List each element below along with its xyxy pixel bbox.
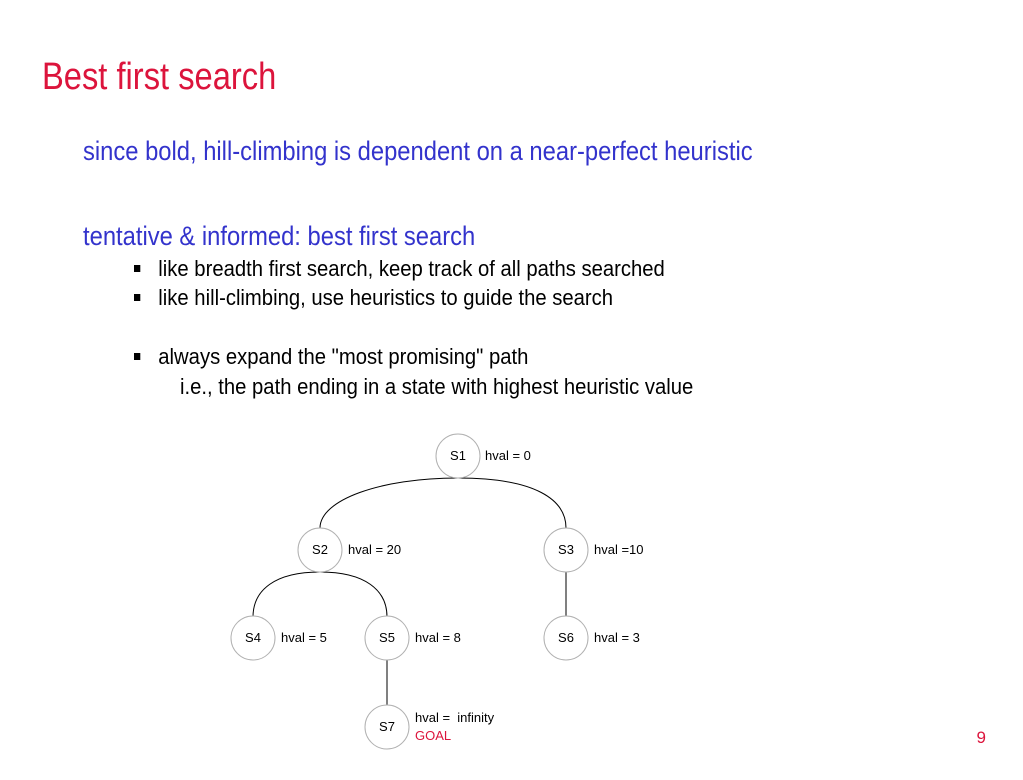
hval-s1: hval = 0 <box>485 448 531 463</box>
node-label-s4: S4 <box>245 630 261 645</box>
hval-s5: hval = 8 <box>415 630 461 645</box>
tree-node-s4 <box>231 616 327 660</box>
node-label-s2: S2 <box>312 542 328 557</box>
hval-s6: hval = 3 <box>594 630 640 645</box>
point-best-first: tentative & informed: best first search <box>83 221 476 251</box>
node-label-s3: S3 <box>558 542 574 557</box>
hval-s2: hval = 20 <box>348 542 402 557</box>
node-label-s7: S7 <box>379 719 395 734</box>
tree-node-s3 <box>544 528 644 572</box>
hval-s3: hval =10 <box>594 542 644 557</box>
bullet-text-3: always expand the "most promising" path <box>158 344 529 369</box>
hval-s4: hval = 5 <box>281 630 327 645</box>
tree-node-s1 <box>436 434 531 478</box>
tree-node-s2 <box>298 528 401 572</box>
slide-title: Best first search <box>42 56 277 98</box>
page-number: 9 <box>976 728 986 747</box>
node-label-s6: S6 <box>558 630 574 645</box>
sub-note: i.e., the path ending in a state with highest heuristic value <box>180 374 694 399</box>
node-label-s5: S5 <box>379 630 395 645</box>
tree-node-s7 <box>365 705 495 749</box>
point-hill-climbing: since bold, hill-climbing is dependent on a near-perfect heuristic <box>83 136 753 166</box>
edge-s1-s2 <box>320 478 566 528</box>
goal-label: GOAL <box>415 728 452 743</box>
bullet-text-1: like breadth first search, keep track of all paths searched <box>158 256 665 281</box>
tree-node-s6 <box>544 616 640 660</box>
edge-s2-s4-s5 <box>253 572 387 617</box>
bullet-text-2: like hill-climbing, use heuristics to guide the search <box>158 285 614 310</box>
tree-edges <box>253 478 566 705</box>
tree-node-s5 <box>365 616 461 660</box>
hval-s7: hval = infinity <box>415 710 495 725</box>
node-label-s1: S1 <box>450 448 466 463</box>
